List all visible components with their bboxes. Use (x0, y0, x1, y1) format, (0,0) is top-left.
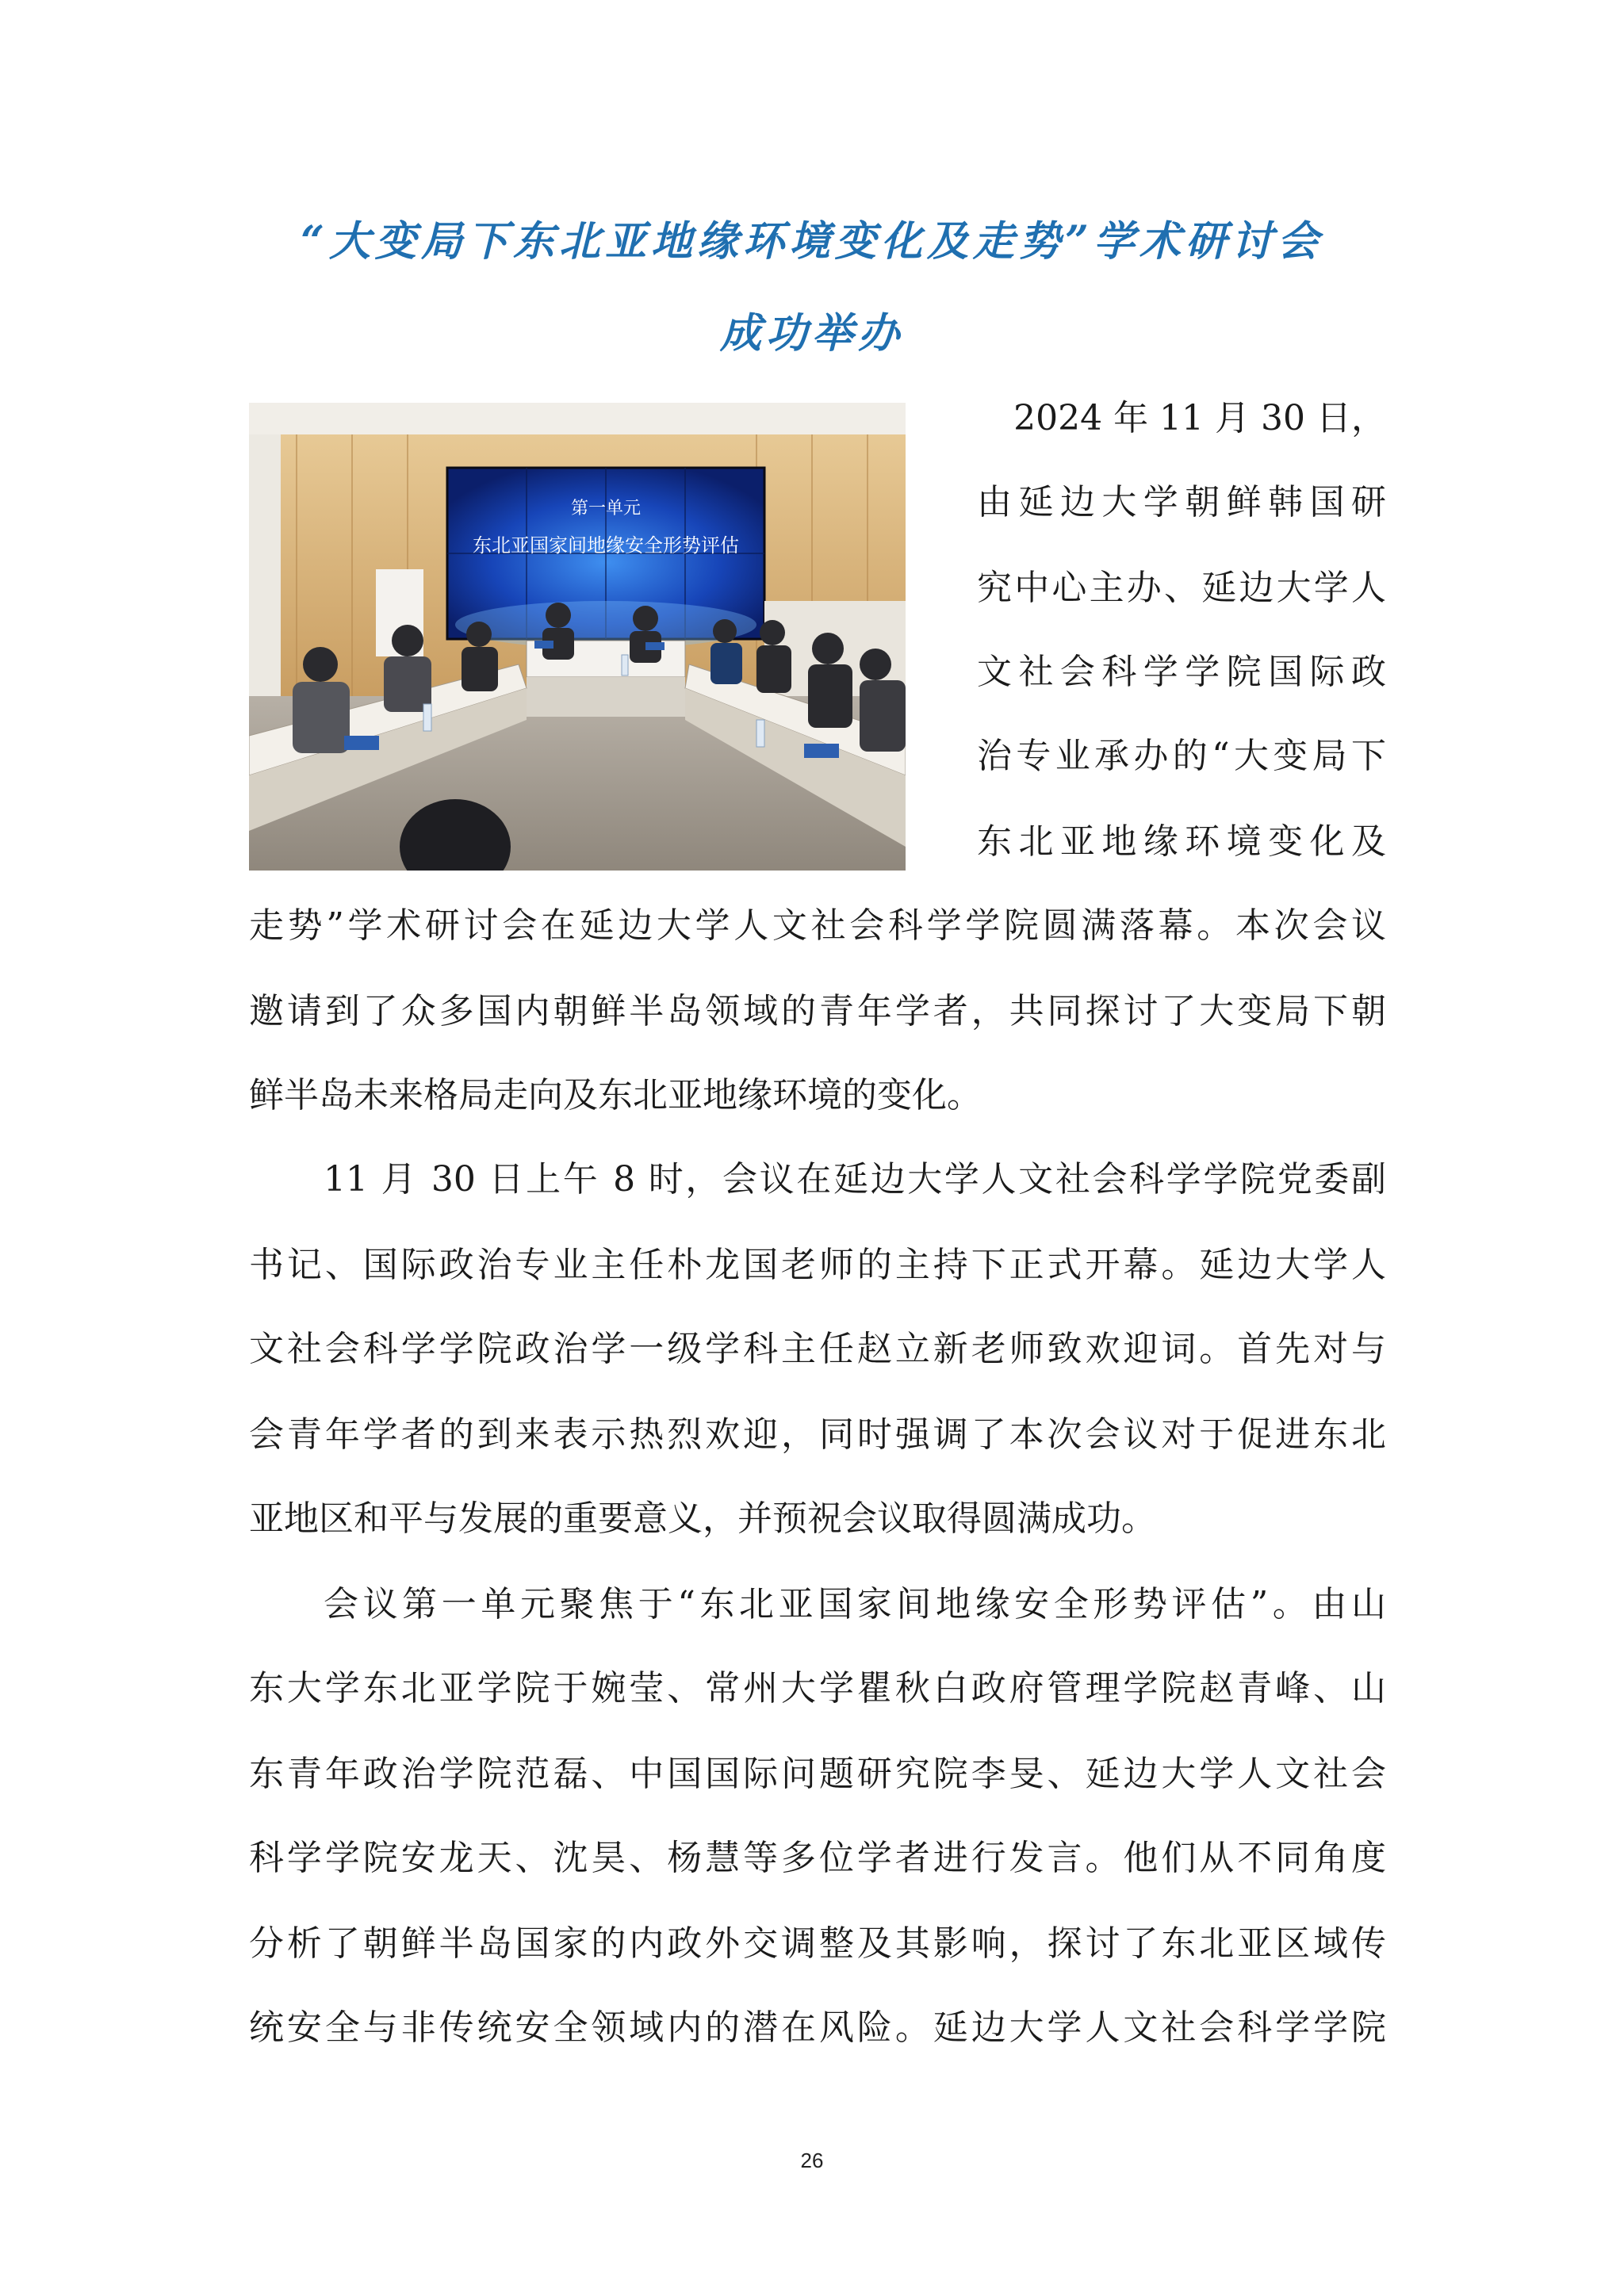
screen-heading: 第一单元 (570, 499, 642, 519)
paragraph-3-line-6: 统安全与非传统安全领域内的潜在风险。延边大学人文社会科学学院 (249, 2007, 1386, 2048)
paragraph-1-line-2: 由延边大学朝鲜韩国研 (977, 482, 1386, 522)
paragraph-2-line-3: 文社会科学学院政治学一级学科主任赵立新老师致欢迎词。首先对与 (249, 1329, 1386, 1369)
paragraph-1-line-8: 邀请到了众多国内朝鲜半岛领域的青年学者，共同探讨了大变局下朝 (249, 991, 1386, 1031)
page-number: 26 (800, 2149, 824, 2172)
paragraph-1-line-5: 治专业承办的“大变局下 (977, 736, 1386, 776)
paragraph-1-line-4: 文社会科学学院国际政 (977, 652, 1386, 692)
conference-photo (249, 403, 906, 871)
paragraph-3-line-2: 东大学东北亚学院于婉莹、常州大学瞿秋白政府管理学院赵青峰、山 (249, 1668, 1386, 1709)
paragraph-1-line-6: 东北亚地缘环境变化及 (977, 821, 1386, 862)
paragraph-1-line-1: 2024 年 11 月 30 日， (1013, 398, 1386, 438)
paragraph-3-line-1: 会议第一单元聚焦于“东北亚国家间地缘安全形势评估”。由山 (324, 1584, 1386, 1624)
paragraph-2-line-4: 会青年学者的到来表示热烈欢迎，同时强调了本次会议对于促进东北 (249, 1414, 1386, 1455)
paragraph-1-line-3: 究中心主办、延边大学人 (977, 568, 1386, 608)
paragraph-3-line-4: 科学学院安龙天、沈昊、杨慧等多位学者进行发言。他们从不同角度 (249, 1838, 1386, 1878)
paragraph-1-line-9: 鲜半岛未来格局走向及东北亚地缘环境的变化。 (249, 1075, 982, 1115)
paragraph-3-line-3: 东青年政治学院范磊、中国国际问题研究院李旻、延边大学人文社会 (249, 1754, 1386, 1794)
paragraph-3-line-5: 分析了朝鲜半岛国家的内政外交调整及其影响，探讨了东北亚区域传 (249, 1923, 1386, 1964)
paragraph-2-line-1: 11 月 30 日上午 8 时，会议在延边大学人文社会科学学院党委副 (324, 1159, 1386, 1200)
paragraph-1-line-7: 走势”学术研讨会在延边大学人文社会科学学院圆满落幕。本次会议 (249, 905, 1386, 946)
paragraph-2-line-5: 亚地区和平与发展的重要意义，并预祝会议取得圆满成功。 (249, 1498, 1156, 1539)
article-title-line-2: 成功举办 (719, 309, 904, 358)
screen-subheading: 东北亚国家间地缘安全形势评估 (473, 534, 739, 557)
paragraph-2-line-2: 书记、国际政治专业主任朴龙国老师的主持下正式开幕。延边大学人 (249, 1245, 1386, 1285)
article-title-line-1: “大变局下东北亚地缘环境变化及走势”学术研讨会 (301, 217, 1323, 266)
